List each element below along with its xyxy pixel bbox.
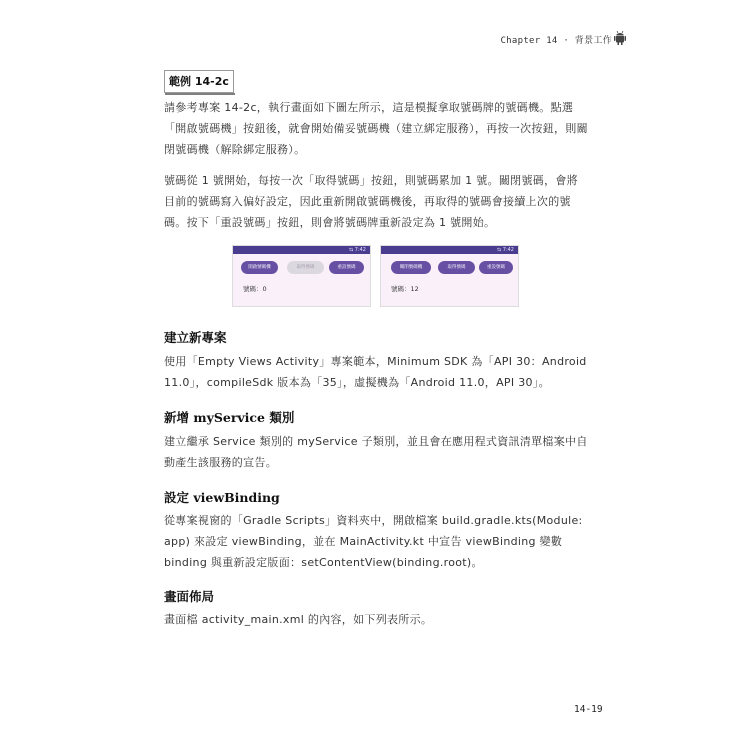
section-text-layout: 畫面檔 activity_main.xml 的內容，如下列表所示。 bbox=[164, 613, 433, 626]
phone-screenshot-right bbox=[380, 245, 519, 307]
android-icon bbox=[614, 30, 626, 45]
intro-paragraph-2: 號碼從 1 號開始，每按一次「取得號碼」按鈕，則號碼累加 1 號。關閉號碼，會將目前的號碼寫入偏好設定，因此重新開啟號碼機後，再取得的號碼會接續上次的號碼。按下「重設號碼」按鈕，則會將號碼牌重新設定為 1 號開始。 bbox=[164, 174, 578, 229]
status-bar bbox=[233, 246, 370, 254]
open-counter-button[interactable]: 開啟號碼機 bbox=[241, 261, 278, 274]
status-time: ⇆ 7:42 bbox=[496, 247, 514, 253]
section-text-new-project: 使用「Empty Views Activity」專案範本，Minimum SDK 為「API 30：Android 11.0」，compileSdk 版本為「35」，虛擬機為「Android 11.0，API 30」。 bbox=[164, 355, 587, 389]
status-time: ⇆ 7:42 bbox=[348, 247, 366, 253]
example-label: 範例 14-2c bbox=[164, 70, 234, 93]
status-bar bbox=[381, 246, 518, 254]
section-text-add-service: 建立繼承 Service 類別的 myService 子類別，並且會在應用程式資訊清單檔案中自動產生該服務的宣告。 bbox=[164, 435, 588, 469]
section-title-new-project: 建立新專案 bbox=[164, 330, 227, 345]
get-number-button[interactable]: 取得號碼 bbox=[287, 261, 324, 274]
page-header bbox=[0, 30, 750, 50]
phone-screenshot-left bbox=[232, 245, 371, 307]
section-text-viewbinding: 從專案視窗的「Gradle Scripts」資料夾中，開啟檔案 build.gradle.kts(Module: app) 來設定 viewBinding，並在 MainActivity.kt 中宣告 viewBinding 變數 binding 與重新設定版面：setContentView(binding.root)。 bbox=[164, 514, 583, 569]
reset-number-button[interactable]: 重設號碼 bbox=[479, 261, 513, 274]
page-number: 14-19 bbox=[574, 704, 603, 715]
get-number-button[interactable]: 取得號碼 bbox=[438, 261, 475, 274]
intro-paragraph-1: 請參考專案 14-2c，執行畫面如下圖左所示，這是模擬拿取號碼牌的號碼機。點選「開啟號碼機」按鈕後，就會開始備妥號碼機（建立綁定服務），再按一次按鈕，則關閉號碼機（解除綁定服務）。 bbox=[164, 101, 588, 156]
section-title-layout: 畫面佈局 bbox=[164, 589, 215, 604]
number-display: 號碼：12 bbox=[391, 285, 419, 293]
chapter-title: Chapter 14 · 背景工作 bbox=[500, 36, 612, 46]
number-display: 號碼：0 bbox=[243, 285, 267, 293]
close-counter-button[interactable]: 關閉號碼機 bbox=[391, 261, 431, 274]
section-title-add-service: 新增 myService 類別 bbox=[164, 410, 295, 425]
reset-number-button[interactable]: 重設號碼 bbox=[329, 261, 364, 274]
section-title-viewbinding: 設定 viewBinding bbox=[164, 490, 280, 505]
